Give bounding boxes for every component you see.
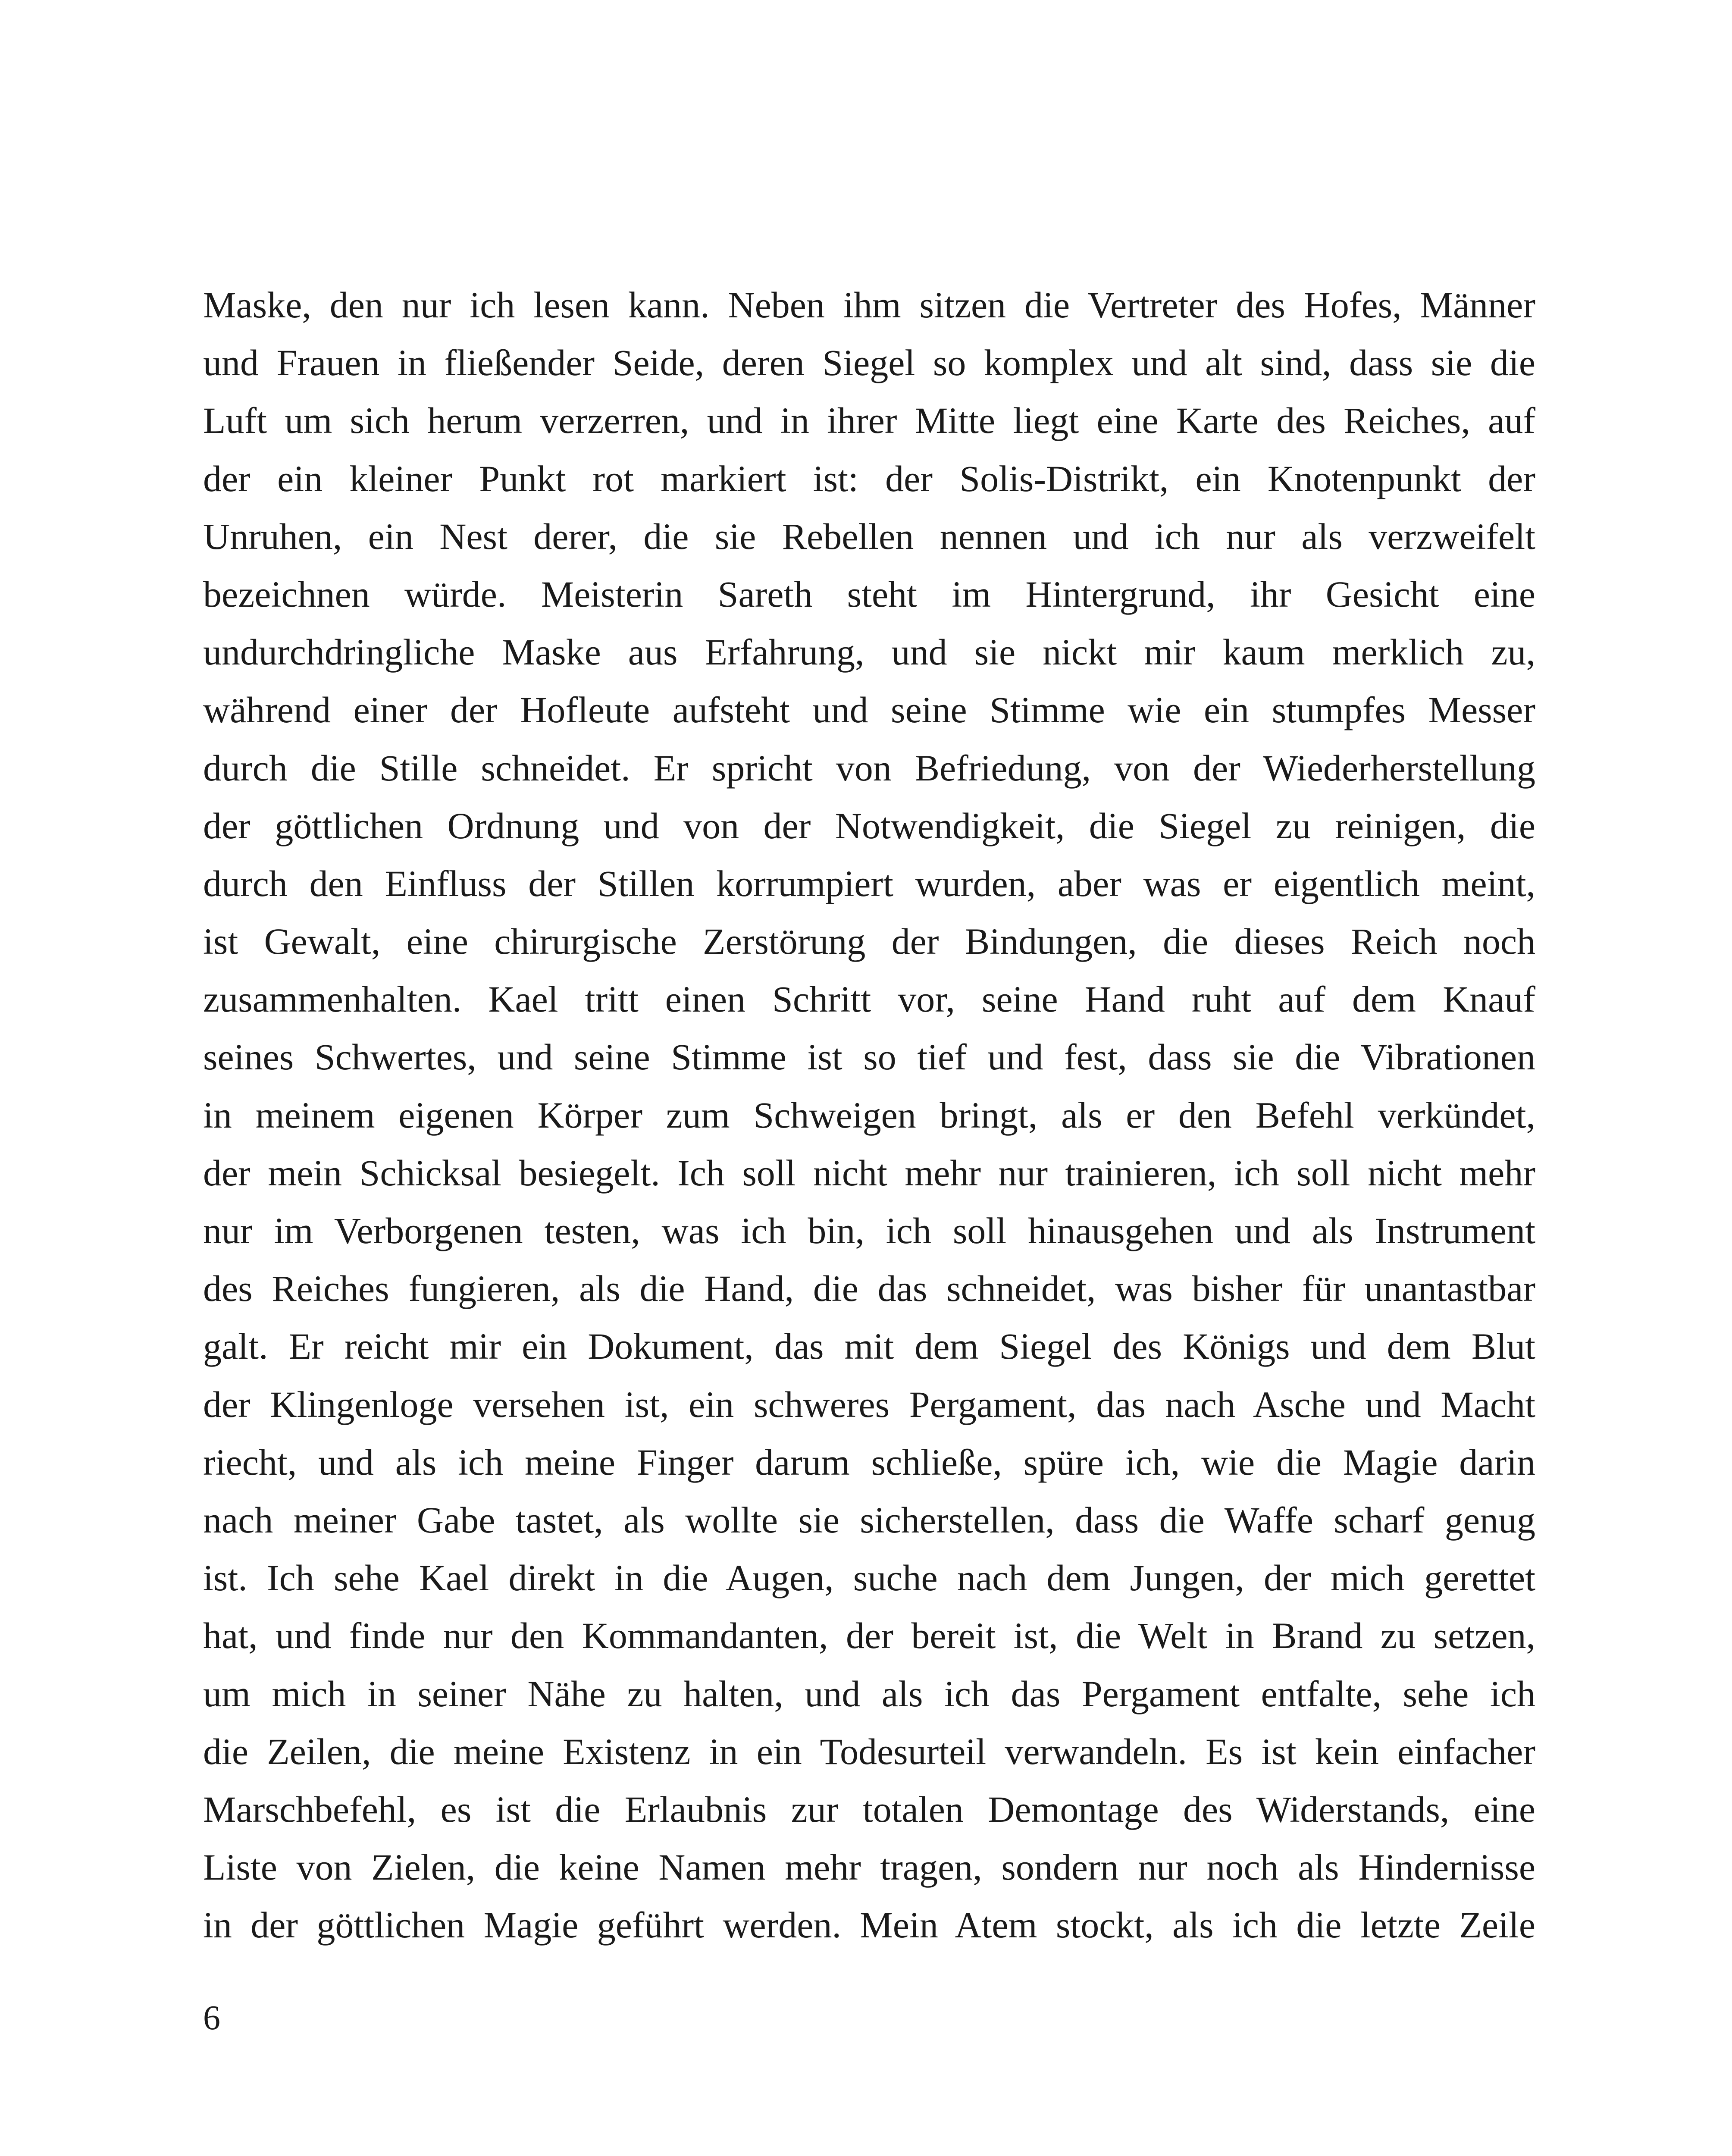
text-line: des Reiches fungieren, als die Hand, die das schneidet, was bisher für unantastbar: [203, 1268, 1535, 1310]
text-line: ist Gewalt, eine chirurgische Zerstörung der Bindungen, die dieses Reich noch: [203, 921, 1535, 962]
text-line: die Zeilen, die meine Existenz in ein Todesurteil verwandeln. Es ist kein einfacher: [203, 1730, 1535, 1772]
text-line: nach meiner Gabe tastet, als wollte sie sicherstellen, dass die Waffe scharf genug: [203, 1499, 1535, 1541]
text-line: der Klingenloge versehen ist, ein schweres Pergament, das nach Asche und Macht: [203, 1383, 1535, 1425]
text-line: Liste von Zielen, die keine Namen mehr tragen, sondern nur noch als Hindernisse: [203, 1846, 1535, 1888]
text-line: und Frauen in fließender Seide, deren Siegel so komplex und alt sind, dass sie die: [203, 342, 1535, 384]
text-line: durch die Stille schneidet. Er spricht von Befriedung, von der Wiederherstellung: [203, 747, 1535, 789]
page-number: 6: [203, 1999, 220, 2037]
text-line: der mein Schicksal besiegelt. Ich soll nicht mehr nur trainieren, ich soll nicht mehr: [203, 1152, 1535, 1194]
text-line: bezeichnen würde. Meisterin Sareth steht im Hintergrund, ihr Gesicht eine: [203, 573, 1535, 615]
body-paragraph: [203, 276, 1535, 1954]
text-line: in meinem eigenen Körper zum Schweigen bringt, als er den Befehl verkündet,: [203, 1094, 1535, 1136]
text-line: galt. Er reicht mir ein Dokument, das mit dem Siegel des Königs und dem Blut: [203, 1326, 1535, 1367]
text-line: Maske, den nur ich lesen kann. Neben ihm sitzen die Vertreter des Hofes, Männer: [203, 284, 1535, 326]
text-line: hat, und finde nur den Kommandanten, der bereit ist, die Welt in Brand zu setzen,: [203, 1615, 1535, 1657]
text-line: zusammenhalten. Kael tritt einen Schritt vor, seine Hand ruht auf dem Knauf: [203, 978, 1535, 1020]
text-line: der ein kleiner Punkt rot markiert ist: der Solis-Distrikt, ein Knotenpunkt der: [203, 458, 1535, 499]
text-line: Luft um sich herum verzerren, und in ihrer Mitte liegt eine Karte des Reiches, auf: [203, 400, 1535, 442]
text-line: ist. Ich sehe Kael direkt in die Augen, suche nach dem Jungen, der mich gerettet: [203, 1557, 1535, 1599]
text-line: nur im Verborgenen testen, was ich bin, ich soll hinausgehen und als Instrument: [203, 1210, 1535, 1251]
text-line: seines Schwertes, und seine Stimme ist so tief und fest, dass sie die Vibrationen: [203, 1036, 1535, 1078]
text-line: durch den Einfluss der Stillen korrumpiert wurden, aber was er eigentlich meint,: [203, 862, 1535, 904]
text-line: undurchdringliche Maske aus Erfahrung, und sie nickt mir kaum merklich zu,: [203, 631, 1535, 673]
text-line: Unruhen, ein Nest derer, die sie Rebellen nennen und ich nur als verzweifelt: [203, 515, 1535, 557]
text-line: der göttlichen Ordnung und von der Notwendigkeit, die Siegel zu reinigen, die: [203, 805, 1535, 846]
text-line: während einer der Hofleute aufsteht und seine Stimme wie ein stumpfes Messer: [203, 689, 1535, 731]
text-line: um mich in seiner Nähe zu halten, und als ich das Pergament entfalte, sehe ich: [203, 1673, 1535, 1714]
text-line: in der göttlichen Magie geführt werden. Mein Atem stockt, als ich die letzte Zeile: [203, 1904, 1535, 1946]
text-line: riecht, und als ich meine Finger darum schließe, spüre ich, wie die Magie darin: [203, 1441, 1535, 1483]
text-line: Marschbefehl, es ist die Erlaubnis zur totalen Demontage des Widerstands, eine: [203, 1788, 1535, 1830]
